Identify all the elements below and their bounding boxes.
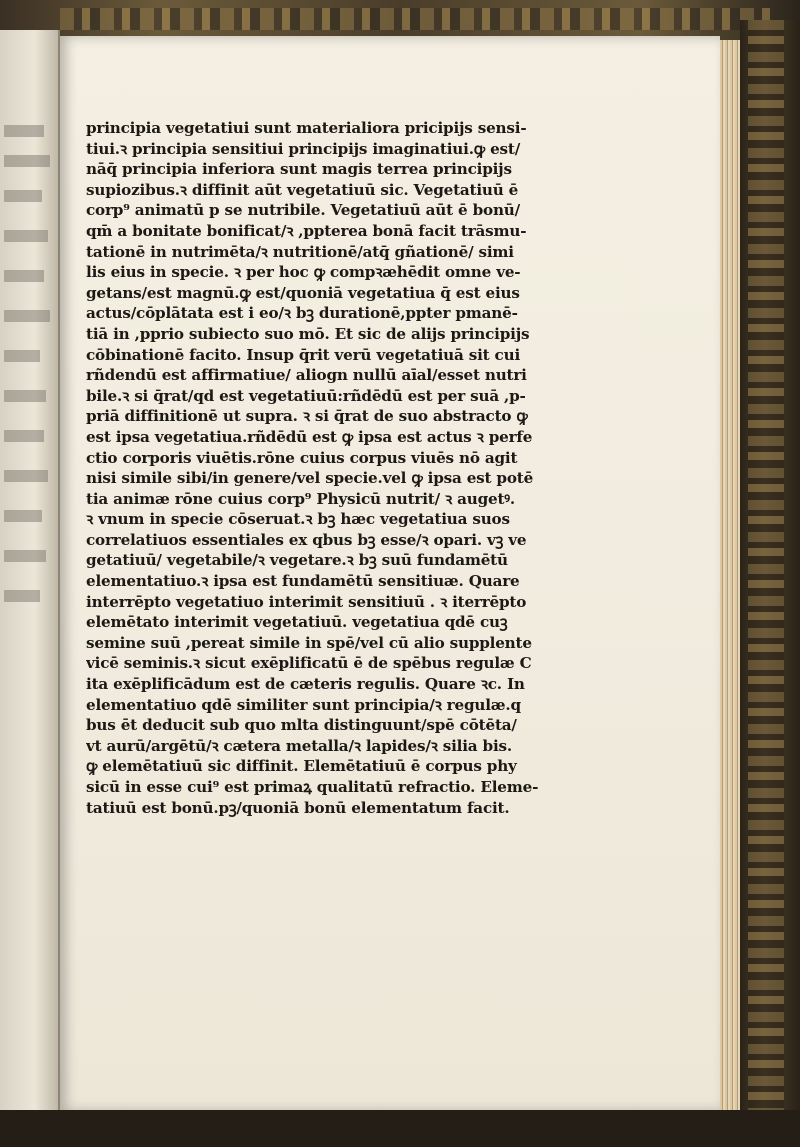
text-line: tiā in ,pprio subiecto suo mō. Et sic de alijs principijs — [86, 324, 530, 343]
page-text — [86, 118, 686, 818]
bleed-through-text — [4, 590, 40, 602]
book-cover-right — [740, 20, 800, 1120]
page-stack-edge — [720, 40, 740, 1110]
text-line: interrēpto vegetatiuo interimit sensitiuū . ꝛ iterrēpto — [86, 592, 527, 611]
book-cover-top — [0, 0, 800, 40]
text-line: rñdendū est affirmatiue/ aliogn nullū aīal/esset nutri — [86, 366, 527, 385]
text-line: getatiuū/ vegetabile/ꝛ vegetare.ꝛ bꝫ suū fundamētū — [86, 551, 508, 570]
text-line: ꝙ elemētatiuū sic diffinit. Elemētatiuū ē corpus phy — [86, 757, 517, 776]
text-line: ꝛ vnum in specie cōseruat.ꝛ bꝫ hæc vegetatiua suos — [86, 510, 510, 529]
bleed-through-text — [4, 190, 42, 202]
text-line: vicē seminis.ꝛ sicut exēplificatū ē de spēbus regulæ C — [86, 654, 532, 673]
text-line: bus ēt deducit sub quo mlta distinguunt/spē cōtēta/ — [86, 716, 517, 735]
text-line: cōbinationē facito. Insup q̄rit verū vegetatiuā sit cui — [86, 345, 521, 364]
text-line: lis eius in specie. ꝛ per hoc ꝙ compꝛæhēdit omne ve- — [86, 263, 521, 282]
text-line: supiozibus.ꝛ diffinit aūt vegetatiuū sic. Vegetatiuū ē — [86, 180, 519, 199]
text-line: tationē in nutrimēta/ꝛ nutritionē/atq̄ gñationē/ simi — [86, 242, 514, 261]
bleed-through-text — [4, 310, 50, 322]
text-line: getans/est magnū.ꝙ est/quoniā vegetatiua q̄ est eius — [86, 283, 520, 302]
text-line: tia animæ rōne cuius corp⁹ Physicū nutrit/ ꝛ augetꝰ. — [86, 489, 515, 508]
text-line: ctio corporis viuētis.rōne cuius corpus viuēs nō agit — [86, 448, 518, 467]
bleed-through-text — [4, 270, 44, 282]
bleed-through-text — [4, 390, 46, 402]
text-line: tatiuū est bonū.pꝫ/quoniā bonū elementatum facit. — [86, 798, 510, 817]
bleed-through-text — [4, 510, 42, 522]
text-line: elemētato interimit vegetatiuū. vegetatiua qdē cuꝫ — [86, 613, 508, 632]
book-cover-bottom — [0, 1110, 800, 1147]
bleed-through-text — [4, 550, 46, 562]
text-line: principia vegetatiui sunt materialiora pricipijs sensi- — [86, 119, 527, 137]
text-line: priā diffinitionē ut supra. ꝛ si q̄rat de suo abstracto ꝙ — [86, 407, 528, 426]
text-line: ita exēplificādum est de cæteris regulis. Quare ꝛc. In — [86, 675, 525, 694]
bleed-through-text — [4, 125, 44, 137]
text-line: correlatiuos essentiales ex qbus bꝫ esse/ꝛ opari. vꝫ ve — [86, 530, 527, 549]
text-line: est ipsa vegetatiua.rñdēdū est ꝙ ipsa est actus ꝛ perfe — [86, 427, 533, 446]
text-line: sicū in esse cui⁹ est primaꝝ qualitatū refractio. Eleme- — [86, 778, 539, 796]
bleed-through-text — [4, 350, 40, 362]
facing-page-edge — [0, 30, 60, 1110]
text-line: corp⁹ animatū p se nutribile. Vegetatiuū aūt ē bonū/ — [86, 201, 520, 220]
text-line: semine suū ,pereat simile in spē/vel cū alio supplente — [86, 633, 532, 652]
bleed-through-text — [4, 470, 48, 482]
text-line: tiui.ꝛ principia sensitiui principijs imaginatiui.ꝙ est/ — [86, 139, 521, 158]
text-line: elementatiuo.ꝛ ipsa est fundamētū sensitiuæ. Quare — [86, 572, 520, 591]
text-line: nāq̄ principia inferiora sunt magis terrea principijs — [86, 160, 512, 179]
text-line: nisi simile sibi/in genere/vel specie.vel ꝙ ipsa est potē — [86, 469, 534, 488]
bleed-through-text — [4, 230, 48, 242]
bleed-through-text — [4, 430, 44, 442]
bleed-through-text — [4, 155, 50, 167]
text-line: actus/cōplātata est i eo/ꝛ bꝫ durationē,ppter pmanē- — [86, 304, 518, 323]
text-line: qm̄ a bonitate bonificat/ꝛ ,ppterea bonā facit trāsmu- — [86, 221, 527, 240]
text-line: bile.ꝛ si q̄rat/qd est vegetatiuū:rñdēdū est per suā ,p- — [86, 386, 526, 405]
text-line: vt aurū/argētū/ꝛ cætera metalla/ꝛ lapides/ꝛ silia bis. — [86, 736, 512, 755]
text-line: elementatiuo qdē similiter sunt principia/ꝛ regulæ.q — [86, 695, 521, 714]
